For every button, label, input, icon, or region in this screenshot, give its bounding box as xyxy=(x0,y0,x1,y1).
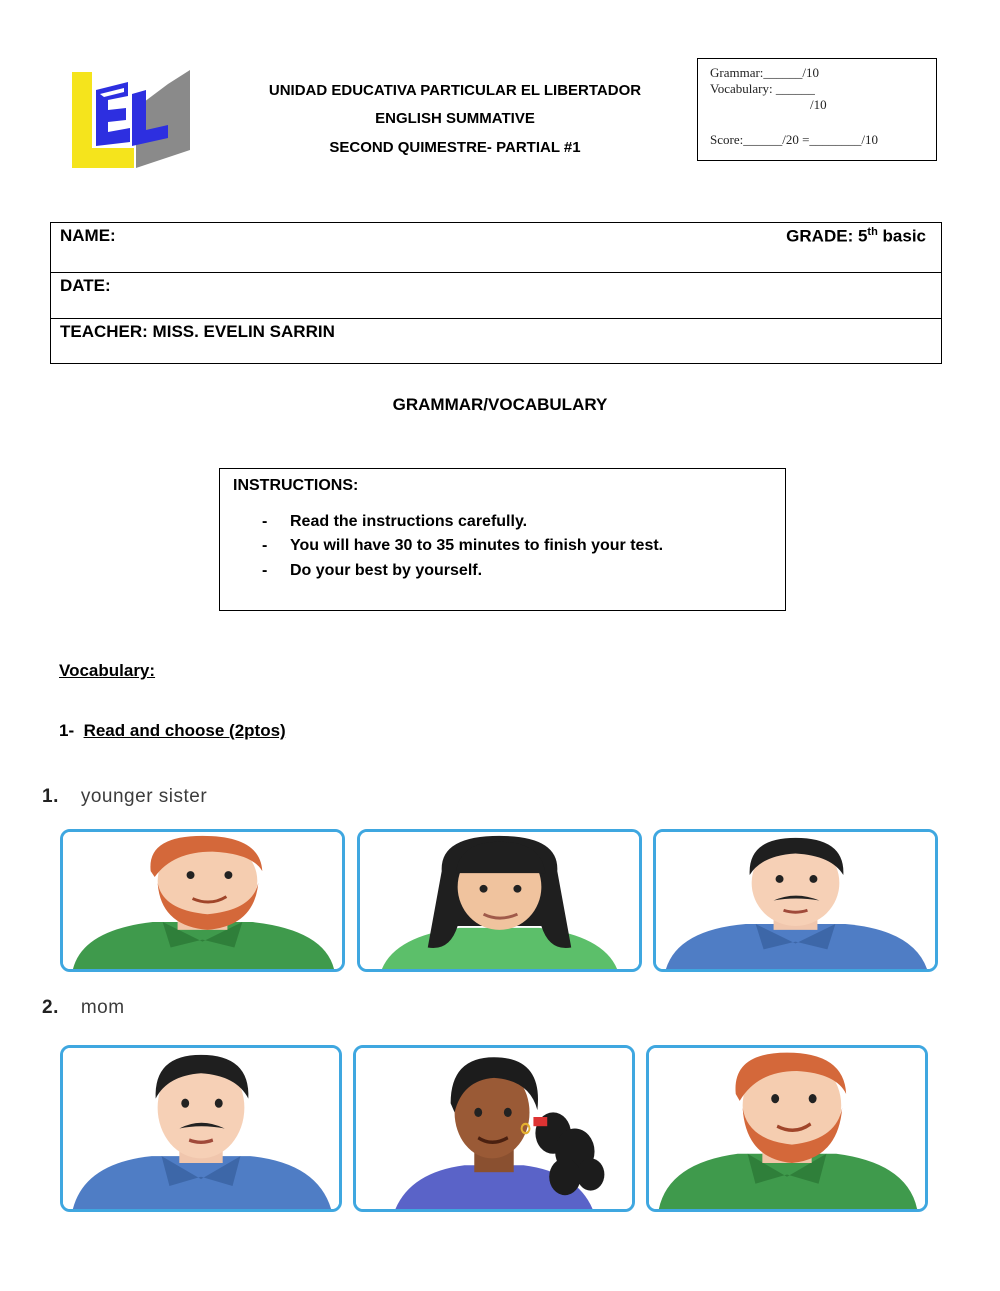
vocabulary-total: /10 xyxy=(810,97,827,112)
mustache-man-image xyxy=(656,832,935,969)
red-haired-man-image xyxy=(63,832,342,969)
red-haired-man-image xyxy=(649,1048,925,1209)
vocabulary-score: Vocabulary: ______ xyxy=(710,81,815,96)
date-label: DATE: xyxy=(60,276,111,295)
date-row[interactable] xyxy=(51,273,941,319)
instructions-box: INSTRUCTIONS: - Read the instructions carefully. - You will have 30 to 35 minutes to finish your test. - Do your best by yourself. xyxy=(219,468,786,611)
score-box xyxy=(697,58,937,161)
vocab-item-2: 2. mom xyxy=(42,997,125,1018)
option-card-red-haired-man[interactable] xyxy=(646,1045,928,1212)
option-card-curly-haired-woman[interactable] xyxy=(353,1045,635,1212)
student-info-table xyxy=(50,222,942,364)
option-card-mustache-man[interactable] xyxy=(653,829,938,972)
grade-label: GRADE: 5th basic xyxy=(786,226,926,246)
option-card-red-haired-man[interactable] xyxy=(60,829,345,972)
mustache-man-image xyxy=(63,1048,339,1209)
instructions-title: INSTRUCTIONS: xyxy=(233,477,359,494)
option-card-mustache-man[interactable] xyxy=(60,1045,342,1212)
grammar-score: Grammar:______/10 xyxy=(710,65,820,80)
school-logo-icon xyxy=(72,70,192,170)
curly-haired-woman-image xyxy=(356,1048,632,1209)
option-card-dark-haired-girl[interactable] xyxy=(357,829,642,972)
vocabulary-heading: Vocabulary: xyxy=(59,661,156,680)
exam-partial: SECOND QUIMESTRE- PARTIAL #1 xyxy=(329,139,581,156)
teacher-row xyxy=(51,319,941,365)
vocab-item-1: 1. younger sister xyxy=(42,786,208,807)
section-title: GRAMMAR/VOCABULARY xyxy=(392,395,608,414)
dark-haired-girl-image xyxy=(360,832,639,969)
exam-subject: ENGLISH SUMMATIVE xyxy=(375,110,535,127)
name-label: NAME: xyxy=(60,226,116,245)
school-name: UNIDAD EDUCATIVA PARTICULAR EL LIBERTADOR xyxy=(268,82,642,99)
name-row[interactable] xyxy=(51,223,941,273)
teacher-label: TEACHER: MISS. EVELIN SARRIN xyxy=(60,322,335,341)
question-1: 1- Read and choose (2ptos) xyxy=(59,721,286,740)
total-score: Score:______/20 =________/10 xyxy=(710,132,879,147)
